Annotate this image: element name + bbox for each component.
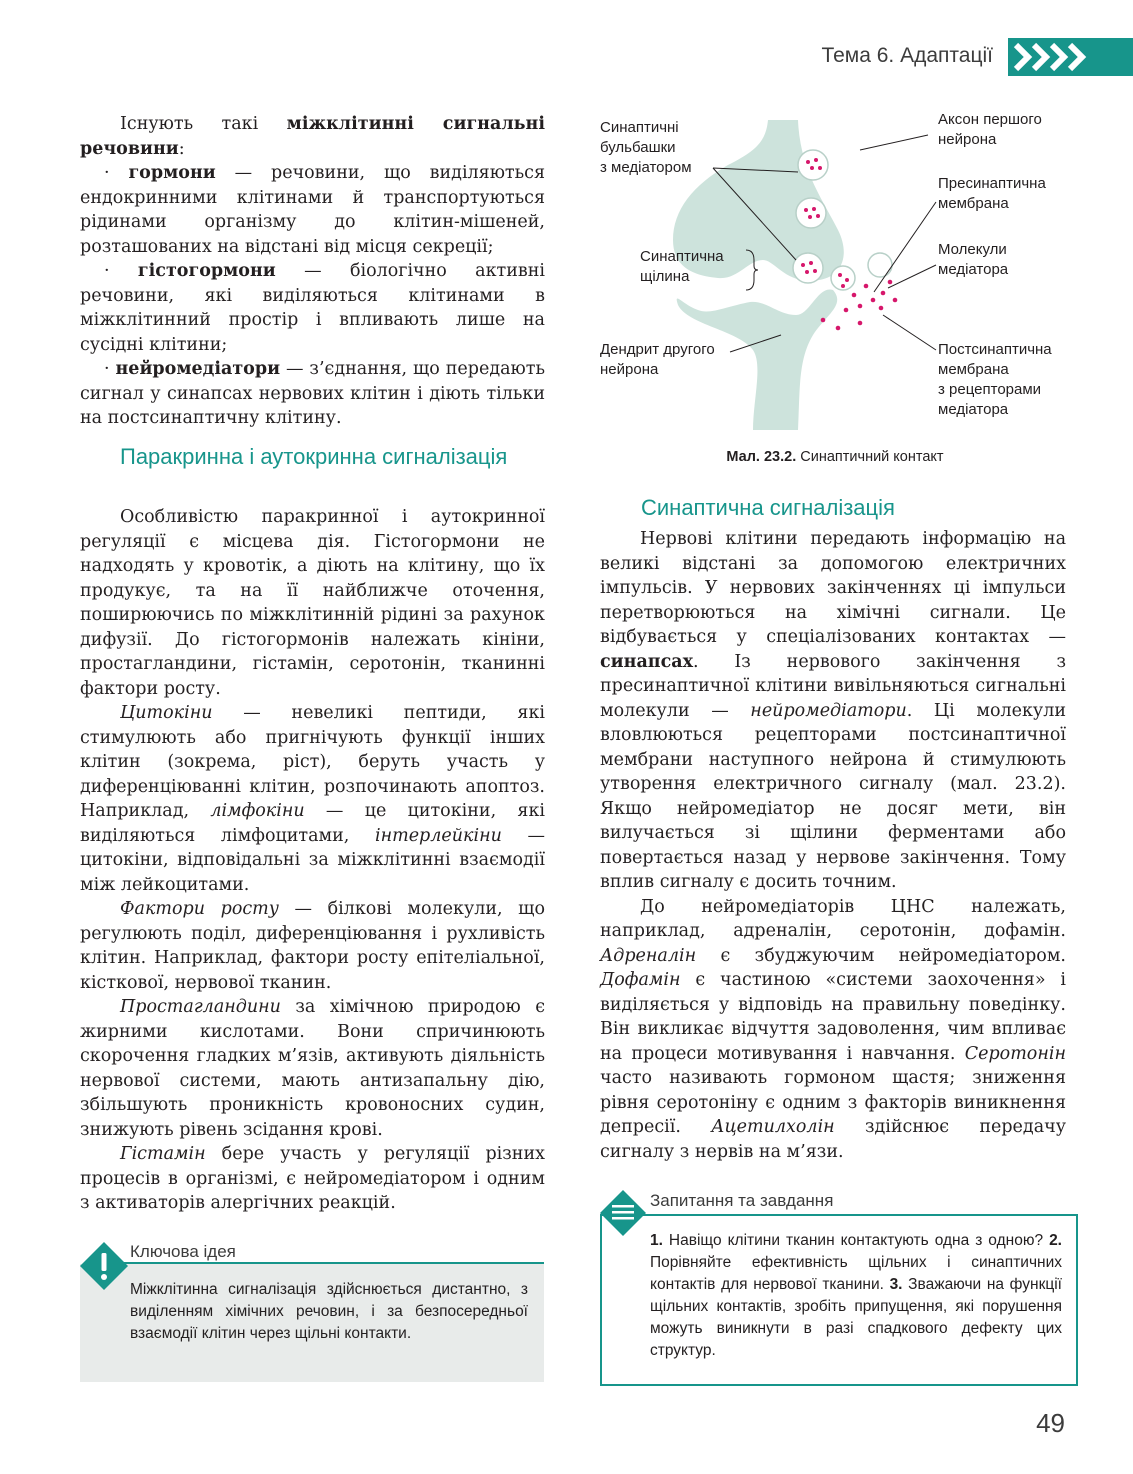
left-column-body: [80, 505, 545, 1216]
figure-caption: Мал. 23.2. Синаптичний контакт: [726, 449, 944, 465]
label-presynaptic-membrane: Пресинаптична мембрана: [938, 175, 1046, 212]
label-synaptic-vesicles: Синаптичні бульбашки з медіатором: [600, 119, 692, 176]
paragraph-prostaglandins: Простагландини за хімічною природою є жирними кислотами. Вони спричинюють скорочення гладких м’язів, активують діяльність нервової системи, мають антизапальну дію, збільшують проникність кровоносних судин, знижують рівень зсідання крові.: [80, 997, 545, 1140]
bullet-neuromediators: · нейромедіатори — з’єднання, що передають сигнал у синапсах нервових клітин і діють тільки на постсинаптичну клітину.: [80, 359, 545, 428]
list-icon: [600, 1190, 646, 1236]
heading-synaptic: Синаптична сигналізація: [641, 495, 895, 520]
key-idea-rule: [116, 1262, 544, 1264]
synapse-figure: [598, 110, 1078, 430]
paragraph-synapses: Нервові клітини передають інформацію на великі відстані за допомогою електричних імпульсів. У нервових закінченнях ці імпульси перетворюються на хімічні сигнали. Це відбувається у спеціалізованих контактах — синапсах. Із нервового закінчення з пресинаптичної клітини вивільняються сигнальні молекули — нейромедіатори. Ці молекули вловлюються рецепторами постсинаптичної мембрани наступного нейрона й стимулюють утворення електричного сигналу (мал. 23.2). Якщо нейромедіатор не досяг мети, він вилучається зі щілини ферментами або повертається назад у нервове закінчення. Тому вплив сигналу є досить точним.: [600, 529, 1066, 892]
label-synaptic-cleft: Синаптична щілина: [640, 248, 724, 285]
key-idea-text: Міжклітинна сигналізація здійснюється дистантно, з виділенням хімічних речовин, і за безпосередньої взаємодії клітин через щільні контакти.: [130, 1281, 528, 1342]
paragraph-cns-mediators: До нейромедіаторів ЦНС належать, наприклад, адреналін, серотонін, дофамін. Адреналін є збуджуючим нейромедіатором. Дофамін є частиною «системи заохочення» і виділяється у відповідь на правильну поведінку. Він викликає відчуття задоволення, чим впливає на процеси мотивування і навчання. Серотонін часто називають гормоном щастя; зниження рівня серотоніну є одним з факторів виникнення депресії. Ацетилхолін здійснює передачу сигналу з нервів на м’язи.: [600, 896, 1066, 1162]
exclamation-icon: [80, 1242, 128, 1290]
questions-title: Запитання та завдання: [650, 1191, 834, 1210]
paragraph-histamine: Гістамін бере участь у регуляції різних процесів в організмі, є нейромедіатором і одним з активаторів алергічних реакцій.: [80, 1144, 545, 1213]
questions-text: 1. Навіщо клітини тканин контактують одна з одною? 2. Порівняйте ефективність щільних і синаптичних контактів для нервової тканини. 3. Зважаючи на функції щільних контактів, зробіть припущення, які порушення можуть виникнути в разі спадкового дефекту цих структур.: [650, 1232, 1062, 1359]
vesicle: [793, 150, 892, 290]
key-idea-box: [80, 1242, 544, 1382]
label-mediator-molecules: Молекули медіатора: [938, 241, 1009, 278]
heading-paracrine: Паракринна і аутокринна сигналізація: [120, 444, 508, 469]
left-column: [80, 112, 545, 431]
paragraph-local-action: Особливістю паракринної і аутокринної регуляції є місцева дія. Гістогормони не надходять у кровотік, а діють на клітину, що їх продукує, та на її найближче оточення, поширюючись по міжклітинній рідині за рахунок дифузії. До гістогормонів належать кініни, простагландини, гістамін, серотонін, тканинні фактори росту.: [80, 507, 545, 699]
bullet-histohormones: · гістогормони — біологічно активні речовини, які виділяються клітинами в міжклітинний простір і впливають лише на сусідні клітини;: [80, 261, 545, 355]
page-number: 49: [1036, 1408, 1065, 1438]
paragraph-cytokines: Цитокіни — невеликі пептиди, які стимулюють або пригнічують функції інших клітин (зокрема, ріст), беруть участь у диференціюванні клітин, розпочинають апоптоз. Наприклад, лімфокіни — це цитокіни, які виділяються лімфоцитами, інтерлейкіни — цитокіни, відповідальні за міжклітинні взаємодії між лейкоцитами.: [80, 703, 545, 895]
chevrons-icon: [1008, 38, 1133, 76]
bullet-hormones: · гормони — речовини, що виділяються ендокринними клітинами й транспортуються рідинами організму до клітин-мішеней, розташованих на відстані від місця секреції;: [80, 163, 545, 257]
label-axon: Аксон першого нейрона: [938, 111, 1042, 148]
questions-box: [600, 1190, 1078, 1385]
key-idea-title: Ключова ідея: [130, 1242, 236, 1261]
label-dendrite: Дендрит другого нейрона: [600, 341, 715, 378]
header-title: Тема 6. Адаптації: [821, 44, 993, 67]
label-postsynaptic-membrane: Постсинаптична мембрана з рецепторами медіатора: [938, 341, 1052, 418]
intro-paragraph: Існують такі міжклітинні сигнальні речовини:: [80, 114, 545, 159]
paragraph-growth-factors: Фактори росту — білкові молекули, що регулюють поділ, диференціювання і рухливість клітин. Наприклад, фактори росту епітеліальної, кісткової, нервової тканин.: [80, 899, 545, 993]
page-header: [673, 38, 1133, 78]
right-column: [600, 527, 1066, 1164]
